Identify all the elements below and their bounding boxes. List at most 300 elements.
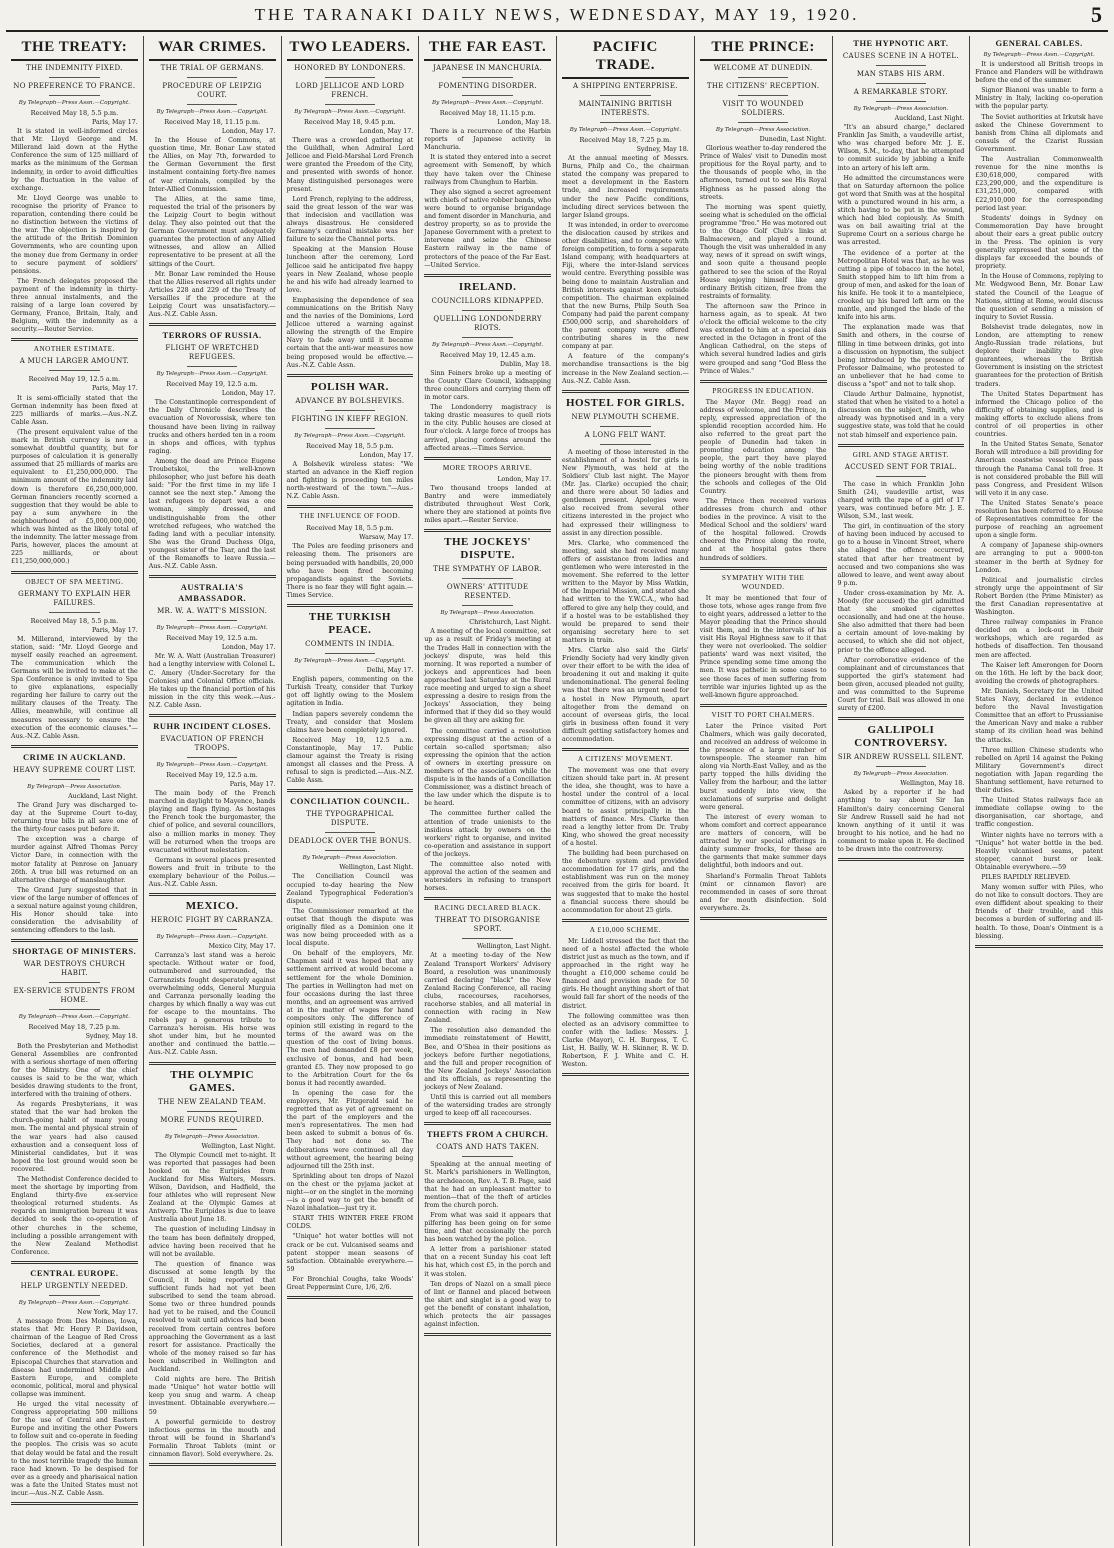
story-paragraph: The Kaiser left Amerongen for Doorn on the 16th. He left by the back door, avoiding the crowds of photographers. <box>975 661 1103 685</box>
story-subheading: QUELLING LONDONDERRY RIOTS. <box>433 314 542 332</box>
story-headline: RUHR INCIDENT CLOSES. <box>153 720 272 731</box>
story-paragraph: The interest of every woman to whom comfort and correct appearance are matters of concern, will be attracted by our special offerings in dainty summer frocks, for these are the garments that make summer days delightful, both indoors and out. <box>699 813 827 870</box>
story-paragraph: The Londonderry magistracy is taking drastic measures to quell riots in the city. Public houses are closed at four o'clock. A large force of troops has arrived, placing cordons around the affected areas.—Times Service. <box>424 404 551 452</box>
story <box>11 578 138 748</box>
divider-rule <box>49 779 100 780</box>
story-subheading: DEADLOCK OVER THE BONUS. <box>288 837 412 846</box>
story-paragraph: The movement was one that every citizen should take part in. At present the idea, she thought, was to have a hostel under the control of a local committee of citizens, with an advisory board to assist principally in the matters of finance. Mrs. Clarke then read a lengthy letter from Dr. Truby King, who showed the great necessity of a hostel. <box>562 767 689 847</box>
story-headline: CENTRAL EUROPE. <box>30 1267 119 1278</box>
story-separator <box>149 575 276 578</box>
story-dateline: Paris, May 17. <box>92 626 138 634</box>
story-byline: By Telegraph—Press Assn.—Copyright. <box>432 341 544 348</box>
story <box>149 1069 276 1467</box>
story-paragraph: Asked by a reporter if he had anything to say about Sir Ian Hamilton's dairy concerning General Sir Andrew Russell said he had not known anything of it until it was brought to his notice, and he had no comment to make upon it. He declined to be drawn into the controversy. <box>837 789 965 854</box>
story-headline: GIRL AND STAGE ARTIST. <box>852 450 949 459</box>
divider-rule <box>49 982 100 983</box>
story-dateline: Sydney, May 18. <box>636 146 689 153</box>
story-subheading: MR. W. A. WATT'S MISSION. <box>157 607 268 616</box>
story-headline: IRELAND. <box>458 280 517 293</box>
story-dateline: Mexico City, May 17. <box>208 943 276 951</box>
story-separator <box>424 274 551 277</box>
story-paragraph: Students' doings in Sydney on Commemoration Day have brought about their ears a great public outcry in the Press. The opinion is very generally expressed that some of the displays far exceeded the bounds of propriety. <box>975 214 1103 271</box>
story-paragraph: "It's an absurd charge," declared Franklin Jas Smith, a vaudeville artist, who was charged before Mr. J. E. Wilson, S.M., to-day, that he attempted to commit suicide by jabbing a knife into an artery of his left arm. <box>837 124 965 172</box>
story <box>424 464 551 533</box>
story-separator <box>287 505 414 508</box>
story-paragraph: Among the dead are Prince Eugene Troubetskoi, the well-known philosopher, who just before his death said: "For the first time in my life I cannot see the next step." Among the last refugees to depart was a one woman, simply dressed, and undistinguishable from the other wretched refugees, who watched the fading land with a peculiar intensity. She was the Grand Duchess Olga, youngest sister of the Tsar, and the last of the Romanoffs to leave Russia.—Aus.-N.Z. Cable Assn. <box>148 457 276 571</box>
story-subheading: PROCEDURE OF LEIPZIG COURT. <box>162 82 262 99</box>
story <box>700 574 827 707</box>
story <box>11 345 138 573</box>
divider-rule <box>49 95 100 96</box>
story-paragraph: Under cross-examination by Mr. A. Moody (for accused) the girl admitted that she smoked cigarettes occasionally, and had one at the house. She also admitted that there had been a certain amount of love-making by accused, to which she did not object, prior to the offence alleged. <box>837 589 965 654</box>
received-time: Received May 19, 12.45 a.m. <box>439 350 536 359</box>
received-time: Received May 18, 5.5 p.m. <box>30 109 119 117</box>
story-headline: CONCILIATION COUNCIL. <box>290 796 410 807</box>
story-paragraph: The Mayor (Mr. Begg) read an address of welcome, and the Prince, in reply, expressed appreciation of the splendid reception accorded him. He also referred to the great part the people of Dunedin had taken in promoting education among the people, the part they have played being worthy of the noble traditions the pioneers brought with them from the schools and colleges of the Old Country. <box>699 398 827 495</box>
page-number: 5 <box>1090 2 1102 27</box>
divider-rule <box>325 832 376 833</box>
story-subheading: HELP URGENTLY NEEDED. <box>20 1281 129 1290</box>
story-subheading: A LONG FELT WANT. <box>584 430 667 439</box>
received-time: Received May 18, 11.15 p.m. <box>439 109 536 117</box>
story-paragraph: The French delegates proposed the payment of the indemnity in thirty-three annual instalments, and the raising of a large loan covered by Germany, France, Britain, Italy, and Belgium, with the indemnity as a security.—Reuter Service. <box>11 277 138 334</box>
story-subheading: THREAT TO DISORGANISE SPORT. <box>434 916 541 934</box>
story-paragraph: The question of including Lindsay in the team has been definitely dropped, advice having been received that he will not be available. <box>148 1226 276 1258</box>
story-paragraph: Claude Arthur Dalmaine, hypnotist, stated that when he visited to a hotel a discussion on the subject, Smith, who already was hypnotised and in a very suggestive state, was told that he could not stab himself and experience pain. <box>837 391 965 439</box>
story-paragraph: Three million Chinese students who rebelled on April 14 against the Peking Military Government's direct negotiation with Japan regarding the Shantung settlement, have returned to their duties. <box>975 746 1103 795</box>
column-1 <box>6 36 144 1546</box>
received-time: Received May 19, 12.5 a.m. <box>166 634 258 643</box>
story-paragraph: The resolution also demanded the immediate reinstatement of Hewitt, Bee, and O'Shea in their positions as jockeys before further negotiations, and the full and proper recognition of the New Zealand Jockeys' Association and its officials, as representing the jockeys of New Zealand. <box>424 1027 551 1091</box>
story-byline: By Telegraph—Press Association. <box>302 855 398 862</box>
story-dateline: London, May 17. <box>359 128 414 135</box>
story-headline: THE TURKISH PEACE. <box>308 611 391 637</box>
divider-rule <box>187 757 238 758</box>
story-paragraph: The committee carried a resolution expressing disgust at the action of a certain so-called sportsman; also expressing the opinion that the action of owners in exerting pressure on members of the association while the dispute is in the hands of a Conciliation Commissioner, was a distinct breach of the law under which the dispute is to be heard. <box>424 727 551 808</box>
story-paragraph: There was a crowded gathering at the Guildhall, when Admiral Lord Jellicoe and Field-Marshal Lord French were granted the Freedom of the City, and presented with swords of honor. Many distinguished personages were present. <box>286 137 414 193</box>
story-headline: ANOTHER ESTIMATE. <box>33 345 115 354</box>
story-separator <box>424 1333 551 1336</box>
story-subheading: VISIT TO WOUNDED SOLDIERS. <box>722 100 804 117</box>
story-separator <box>11 745 138 748</box>
story-headline: PROGRESS IN EDUCATION. <box>712 386 814 395</box>
story-separator <box>424 1122 551 1125</box>
story-subheading: FLIGHT OF WRETCHED REFUGEES. <box>165 344 259 362</box>
divider-rule <box>738 77 789 78</box>
received-time: Received May 18, 7.25 p.m. <box>28 1023 121 1032</box>
story-dateline: London, May 17. <box>221 390 276 398</box>
divider-rule <box>876 766 927 767</box>
story <box>149 900 276 1064</box>
story-paragraph: A Bolshevik wireless states: "We started an advance in the Kieff region and fighting is proceeding ten miles north-westward of the town."—Aus.-N.Z. Cable Assn. <box>286 460 414 501</box>
story-paragraph: Winter nights have no terrors with a "Unique" hot water bottle in the bed. Heavily vulcanised seams, patent stopper, cannot burst or leak. Obtainable everywhere.—59 <box>975 831 1103 871</box>
story-separator <box>975 945 1103 948</box>
divider-rule <box>462 95 513 96</box>
story-paragraph: The Grand Jury suggested that in view of the large number of offences of a sexual nature against young children, His Honor should take into consideration the advisability of sentencing offenders to the lash. <box>11 886 138 935</box>
story-headline: GENERAL CABLES. <box>995 38 1083 48</box>
divider-rule <box>600 444 651 445</box>
story-subheading: COMMENTS IN INDIA. <box>305 640 395 649</box>
story-paragraph: A meeting of those interested in the establishment of a hostel for girls in New Plymouth, was held at the Soldiers' Club last night. The Mayor (Mr. Jas. Clarke) occupied the chair, and there were about 50 ladies and gentlemen present. Apologies were also received from several other citizens interested in the project who had expressed their willingness to assist in any direction possible. <box>562 448 689 537</box>
story-dateline: London, May 17. <box>359 451 414 459</box>
story-headline: THE FAR EAST. <box>424 38 551 61</box>
story-byline: By Telegraph—Press Assn.—Copyright. <box>294 109 406 115</box>
story-separator <box>562 390 689 393</box>
story-paragraph: A feature of the company's merchandise transactions is the big increase in the New Zealand section.—Aus.-N.Z. Cable Assn. <box>562 353 689 385</box>
story <box>287 512 414 607</box>
story <box>287 796 414 1299</box>
story-headline: A CITIZENS' MOVEMENT. <box>577 755 673 764</box>
columns-container <box>6 36 1108 1546</box>
story-dateline: Sydney, May 18. <box>85 1033 138 1041</box>
story <box>149 721 276 896</box>
story-separator <box>149 714 276 717</box>
story-subheading: CAUSES SCENE IN A HOTEL. <box>842 52 959 60</box>
story <box>424 281 551 460</box>
story <box>838 724 965 861</box>
story-byline: By Telegraph—Press Association. <box>715 127 811 133</box>
story-subheading: OWNERS' ATTITUDE RESENTED. <box>446 583 529 601</box>
divider-rule <box>462 1156 513 1157</box>
story-paragraph: Carranza's last stand was a heroic spectacle. Without water or food, outnumbered and surrounded, the Carranzists fought desperately against overwhelming odds, General Murguia and Carranza personally leading the charges by which finally a way was cut for escape to the mountains. The rebels pay a generous tribute to Carranza's heroism. His horse was shot under him, but he mounted another and continued the battle.—Aus.-N.Z. Cable Assn. <box>148 952 276 1057</box>
story-paragraph: The Conciliation Council was occupied to-day hearing the New Zealand Typographical Federation's dispute. <box>286 873 414 905</box>
divider-rule <box>325 653 376 654</box>
column-6 <box>695 36 833 1546</box>
story-byline: By Telegraph—Press Assn.—Copyright. <box>18 1299 130 1306</box>
story-dateline: London, May 17. <box>497 475 551 483</box>
story-subheading: THE INDEMNITY FIXED. <box>26 64 123 72</box>
received-time: Received May 19, 12.5 a.m. <box>166 770 258 779</box>
story-paragraph: From what was said it appears that pilfering has been going on for some time, and that occasionally the porch has been watched by the police. <box>424 1211 551 1244</box>
story-paragraph: Sharland's Formalin Throat Tablets (mint or cinnamon flavor) are recommended in cases of sore throat and for mouth disinfection. Sold everywhere. 2s. <box>699 872 827 912</box>
story-paragraph: Sinn Feiners broke up a meeting of the County Clare Council, kidnapping three councillors and carrying them off in motor cars. <box>424 369 551 402</box>
story-dateline: Christchurch, Last Night. <box>469 619 551 627</box>
story-dateline: Paris, May 17. <box>92 385 138 393</box>
story-paragraph: The committee further called the attention of trade unionists to the insidious attack by owners on the workers' right to organise, and invited co-operation and assistance in support of the jockeys. <box>424 810 551 858</box>
story-dateline: London, May 18. <box>497 119 551 126</box>
story-subheading: HONORED BY LONDONERS. <box>294 64 406 72</box>
story-paragraph: Speaking at the Mansion House luncheon after the ceremony, Lord Jellicoe said he anticipated five happy years in New Zealand, whose people he and his wife had already learned to love. <box>286 246 414 294</box>
story-paragraph: Cold nights are here. The British made "Unique" hot water bottle will keep you snug and warm. A cheap investment. Obtainable everywhere.—59 <box>148 1376 276 1416</box>
column-7 <box>833 36 971 1546</box>
story-subheading: A MUCH LARGER AMOUNT. <box>19 357 130 366</box>
story <box>700 711 827 920</box>
story-paragraph: Many women suffer with Piles, who do not like to consult doctors. They are even diffident about speaking to their friends of their trouble, and this becomes a burden of suffering and ill-health. To those, Doan's Ointment is a blessing. <box>975 884 1103 940</box>
story-byline: By Telegraph—Press Assn.—Copyright. <box>156 934 268 941</box>
story-separator <box>562 748 689 751</box>
story-paragraph: In the United States Senate, Senator Borah will introduce a bill providing for American coastwise vessels to pass through the Panama Canal toll free. It is not considered probable the Bill will pass Congress, and President Wilson will veto it in any case. <box>975 441 1103 497</box>
story-byline: By Telegraph—Press Assn.—Copyright. <box>156 371 268 378</box>
divider-rule <box>49 77 100 78</box>
story-paragraph: The Allies, at the same time, requested the trial of the prisoners by the Leipzig Court to begin without delay. They also pointed out that the German Government must adequately guarantee the protection of any Allied witnesses, and allow an Allied representative to be present at all the sittings of the Court. <box>148 195 276 268</box>
divider-rule <box>462 77 513 78</box>
story-separator <box>562 919 689 922</box>
story-paragraph: Indian papers severely condemn the Treaty, and consider that Moslem claims have been completely ignored. <box>286 710 414 734</box>
story-headline: PACIFIC TRADE. <box>562 38 689 79</box>
story-paragraph: The Commissioner remarked at the outset that though the dispute was originally filed as a Dominion one it was now being proceeded with as a local dispute. <box>286 907 414 948</box>
story-paragraph: For Bronchial Coughs, take Woods' Great Peppermint Cure, 1/6, 2/6. <box>286 1275 414 1292</box>
story-paragraph: Emphasising the dependence of sea communications on the British Navy and the navies of the Dominions, Lord Jellicoe uttered a warning against allowing the strength of the Empire Navy to fade away until it became certain that the anti-war measures now being proposed would be effective.—Aus.-N.Z. Cable Assn. <box>286 296 414 369</box>
divider-rule <box>738 122 789 123</box>
story-paragraph: It is stated in well-informed circles that Mr. Lloyd George and M. Millerand laid down at the Hythe Conference the sum of 125 milliard of marks as the minimum of the German indemnity, in order to avoid difficulties by the fluctuation in the value of exchange. <box>11 128 138 192</box>
story-subheading: FOMENTING DISORDER. <box>438 82 537 90</box>
story-headline: THE OLYMPIC GAMES. <box>170 1068 254 1094</box>
story-headline: CRIME IN AUCKLAND. <box>23 751 126 762</box>
divider-rule <box>600 426 651 427</box>
divider-rule <box>462 605 513 606</box>
story-paragraph: In the House of Commons, replying to Mr. Wedgwood Benn, Mr. Bonar Law stated the Council of the League of Nations, sitting at Rome, would discuss the question of sending a mission of inquiry to Soviet Russia. <box>975 273 1103 321</box>
story-paragraph: Three railway companies in France decided on a lock-out in their workshops, which are regarded as hotbeds of disaffection. Ten thousand men are affected. <box>975 619 1103 659</box>
story-separator <box>700 567 827 570</box>
story <box>562 926 689 1077</box>
story-paragraph: Sprinkling about ten drops of Nazol on the chest or the pyjama jacket at night—or on the singlet in the morning —is a good way to get the benefit of Nazol inhalation—just try it. <box>286 1172 414 1213</box>
received-time: Received May 18, 9.45 p.m. <box>304 118 396 126</box>
divider-rule <box>49 612 100 613</box>
divider-rule <box>187 1129 238 1130</box>
story-separator <box>700 917 827 920</box>
story-paragraph: A company of Japanese ship-owners are arranging to put a 9000-ton steamer in the berth at Sydney for London. <box>975 542 1103 574</box>
story-paragraph: Mr. Bonar Law reminded the House that the Allies reserved all rights under Articles 228 and 229 of the Treaty of Versailles if the procedure at the Leipzig Court was unsatisfactory.—Aus.-N.Z. Cable Assn. <box>148 270 276 319</box>
story-paragraph: Bolshevist trade delegates, now in London, are attempting to renew Anglo-Russian trade relations, but deplore their inability to give guarantees, whereas the British Government is insisting on the strictest guarantees for the protection of British traders. <box>975 323 1103 388</box>
received-time: Received May 18, 11.15 p.m. <box>164 118 261 126</box>
story-headline: RACING DECLARED BLACK. <box>434 904 541 913</box>
story-paragraph: It is stated they entered into a secret agreement with Semenoff, by which they have taken over the Chinese railways from Chunghun to Harbin. <box>424 154 551 186</box>
story-paragraph: The main body of the French marched in daylight to Mayence, bands playing and flags flying. As hostages the French took the burgomaster, the chief of police, and several councillors, also a million marks in money. They will be returned when the troops are evacuated without molestation. <box>148 790 276 854</box>
story-separator <box>11 338 138 341</box>
story-dateline: New York, May 17. <box>77 1308 138 1316</box>
story-paragraph: It is semi-officially stated that the German indemnity has been fixed at 225 milliards of marks.—Aus.-N.Z. Cable Assn. <box>11 394 138 426</box>
story <box>424 536 551 900</box>
story-paragraph: The morning was spent quietly, seeing what is scheduled on the official programme "free." He was motored out to the Otago Golf Club's links at Balmacewen, and played a round. Though the visit was unheralded in any way, news of it spread on swift wings, and soon quite a thousand people gathered to see the scion of the Royal House enjoying himself like any ordinary British citizen, free from the restraints of formality. <box>699 203 827 300</box>
divider-rule <box>876 476 927 477</box>
story <box>424 1129 551 1336</box>
story <box>700 38 827 383</box>
story-paragraph: The United States Department has informed the Chicago police of the difficulty of obtaining supplies, and is making efforts to exclude aliens from control of oil properties in other countries. <box>975 390 1103 439</box>
divider-rule <box>49 370 100 371</box>
story-subheading: ACCUSED SENT FOR TRIAL. <box>844 462 957 471</box>
divider-rule <box>738 95 789 96</box>
story-byline: By Telegraph—Press Association. <box>27 783 122 790</box>
story-paragraph: The Constantinople correspondent of the Daily Chronicle describes the evacuation of Novorossisk, where ten thousand have been living in railway trucks and others herded ten in a room in shops and offices, with typhus raging. <box>148 399 276 455</box>
divider-rule <box>462 337 513 338</box>
story-separator <box>11 939 138 942</box>
story-separator <box>287 789 414 792</box>
received-time: Received May 19, 12.5 a.m. <box>28 375 121 384</box>
story-paragraph: Mr. W. A. Watt (Australian Treasurer) had a lengthy interview with Colonel L. C. Amery (Under-Secretary for the Colonies) and Colonial Office officials. He takes up the financial portion of his mission in the city this week.—Aus.-N.Z. Cable Assn. <box>148 653 276 709</box>
divider-rule <box>325 850 376 851</box>
story-paragraph: Both the Presbyterian and Methodist General Assemblies are confronted with a serious shortage of men offering for the Ministry. One of the chief causes is said to be the war, which besides drawing students to the front, interfered with the training of others. <box>11 1042 138 1099</box>
story-paragraph: As regards Presbyterians, it was stated that the war had broken the church-going habit of many young men. The mental and physical strain of the war years had also caused exhaustion and a consequent loss of Ministerial candidates, but it was hoped the lost ground would soon be recovered. <box>11 1101 138 1173</box>
story-paragraph: Signor Bianoni was unable to form a Ministry in Italy, lacking co-operation with the popular party. <box>975 87 1103 111</box>
story-separator <box>838 444 965 447</box>
story-headline: THE HYPNOTIC ART. <box>853 38 949 48</box>
divider-rule <box>187 104 238 105</box>
story-headline: THE JOCKEYS' DISPUTE. <box>444 536 532 562</box>
story-paragraph: Ten drops of Nazol on a small piece of lint or flannel and placed between the shirt and singlet is a good way to get the benefit of constant inhalation, which protects the air passages against infection. <box>424 1280 551 1329</box>
story-paragraph: At the annual meeting of Messrs. Burns, Philp and Co., the chairman stated the company was prepared to meet a development in the Eastern trade, and increased requirements under the new Pacific conditions, including direct services between the larger Island groups. <box>562 155 689 219</box>
story-separator <box>287 374 414 377</box>
story-paragraph: START THIS WINTER FREE FROM COLDS. <box>286 1215 414 1231</box>
story-headline: POLISH WAR. <box>310 380 389 393</box>
story-subheading: COUNCILLORS KIDNAPPED. <box>431 296 544 305</box>
story-headline: THE INFLUENCE OF FOOD. <box>299 512 401 521</box>
column-4 <box>419 36 557 1546</box>
story-separator <box>700 380 827 383</box>
divider-rule <box>876 83 927 84</box>
divider-rule <box>187 1111 238 1112</box>
masthead-title: THE TARANAKI DAILY NEWS, WEDNESDAY, MAY 19, 1920. <box>254 5 860 24</box>
story-paragraph: The Prince then received various addresses from church and other bodies in the province. A visit to the Medical School and the soldiers' ward of the hospital followed. Crowds cheered the Prince along the route, and at the hospital gates there hundreds of soldiers. <box>699 497 827 562</box>
story-separator <box>424 897 551 900</box>
story-paragraph: Lord French, replying to the address, said the great lesson of the war was that indecision and vacillation was always disastrous. He considered Germany's cardinal mistake was her failure to seize the Channel ports. <box>286 195 414 244</box>
story-headline: HOSTEL FOR GIRLS. <box>565 396 685 409</box>
story-paragraph: PILES RAPIDLY RELIEVED. <box>981 874 1071 881</box>
story-paragraph: It may be mentioned that four of those tots, whose ages range from five to eight years, addressed a letter to the Mayor pleading that the Prince should visit them, and in the intervals of his visit His Royal Highness saw to it that they were not overlooked. The soldier patients' ward was next visited, the Prince spending some time among the men. It was pathetic in some cases to see those faces of men suffering from terrible war injuries lighted up as the well-known figure approached. <box>699 594 827 699</box>
story-paragraph: The United States Senate's peace resolution has been referred to a House of Representatives committee for the purpose of reaching an agreement upon a single form. <box>975 499 1104 540</box>
column-8 <box>970 36 1108 1546</box>
story-paragraph: The Olympic Council met to-night. It was reported that passages had been booked on the Euripides from Auckland for Miss Walters, Messrs. Wilson, Davidson, and Hadfield, the four athletes who will represent New Zealand at the Olympic Games at Antwerp. The Euripides is due to leave Australia about June 18. <box>148 1151 276 1224</box>
story-subheading: MAN STABS HIS ARM. <box>856 70 945 78</box>
divider-rule <box>600 122 651 123</box>
story-paragraph: He admitted the circumstances were that on Saturday afternoon the police got word that Smith was at the hospital with a punctured wound in his arm, a stitch having to be put in the wound, which had bled copiously. As Smith was on bail awaiting trial at the Supreme Court on a serious charge he was arrested. <box>837 174 965 247</box>
story <box>11 1268 138 1505</box>
story-subheading: SIR ANDREW RUSSELL SILENT. <box>837 753 964 762</box>
story <box>424 38 551 277</box>
story-dateline: London, May 17. <box>221 128 276 135</box>
story-paragraph: The United States railways face an immediate collapse owing to the disorganisation, car shortage, and traffic congestion. <box>975 797 1103 829</box>
story-paragraph: A letter from a parishioner stated that on a recent Sunday his coat left his hat, which cost £5, in the porch and it was stolen. <box>424 1246 551 1278</box>
story-headline: THE TREATY: <box>11 38 138 61</box>
story-subheading: EX-SERVICE STUDENTS FROM HOME. <box>13 987 136 1005</box>
story <box>149 330 276 578</box>
story-paragraph: Speaking at the annual meeting of St. Mark's parishioners in Wellington, the archdeacon, Rev. A. T. B. Page, said that he had an unpleasant matter to mention—that of the theft of articles from the church porch. <box>424 1161 551 1209</box>
story-paragraph: Mrs. Clarke also said the Girls' Friendly Society had very kindly given over their effort to be with the idea of broadening it out and making it quite undenominational. The general feeling was that there was an urgent need for a hostel in New Plymouth, apart altogether from the demand on account of overseas girls, the local girls in business often found it very difficult getting satisfactory homes and accommodation. <box>562 646 689 743</box>
story-subheading: THE TYPOGRAPHICAL DISPUTE. <box>306 810 394 828</box>
story-paragraph: Germans in several places presented flowers and fruit in tribute to the exemplary behaviour of the Poilus.—Aus.-N.Z. Cable Assn. <box>148 856 276 889</box>
story-headline: VISIT TO PORT CHALMERS. <box>711 710 815 719</box>
story-subheading: LORD JELLICOE AND LORD FRENCH. <box>295 82 405 99</box>
story-subheading: EVACUATION OF FRENCH TROOPS. <box>160 734 264 752</box>
story-separator <box>424 457 551 460</box>
story-headline: WAR CRIMES. <box>149 38 276 61</box>
story-byline: By Telegraph—Press Association. <box>164 1133 260 1140</box>
story-dateline: Paris, May 17. <box>92 119 138 126</box>
story-subheading: FIGHTING IN KIEFF REGION. <box>291 414 409 423</box>
story-paragraph: The Soviet authorities at Irkutsk have asked the Chinese Government to banish from China all diplomats and consuls of the Czarist Russian Government. <box>975 113 1103 153</box>
story-separator <box>149 323 276 326</box>
story-subheading: COATS AND HATS TAKEN. <box>436 1143 540 1152</box>
story-subheading: GERMANY TO EXPLAIN HER FAILURES. <box>18 589 131 607</box>
story-headline: OBJECT OF SPA MEETING. <box>25 577 124 586</box>
story-paragraph: English papers, commenting on the Turkish Treaty, consider that Turkey got off lightly owing to the Moslem agitation in India. <box>286 676 414 708</box>
story <box>562 38 689 393</box>
divider-rule <box>462 938 513 939</box>
divider-rule <box>600 95 651 96</box>
story-paragraph: The evidence of a porter at the Metropolitan Hotel was that, as he was cutting a pipe of tobacco in the hotel, Smith stopped him to lift him from a group of men, and asked for the loan of his knife. He took it to a mantelpiece, crooked up his bared left arm on the mantle, and plunged the blade of the knife into his arm. <box>837 249 965 322</box>
story-paragraph: "Unique" hot water bottles will not crack or be cut. Vulcanised seams and patent stopper mean seasons of satisfaction. Obtainable everywhere.—59 <box>286 1233 414 1273</box>
story-separator <box>562 1073 689 1076</box>
story-dateline: Delhi, May 17. <box>366 667 414 675</box>
story-paragraph: It was intended, in order to overcome the dislocation caused by strikes and other disabilities, and to compete with foreign competition, to form a separate Island company, with headquarters at Fiji, where the inter-Island services would centre. Everything possible was being done to maintain Australian and British interests against keen outside competition. The chairman explained that the new Burns, Philp South Sea Company had paid the parent company £500,000 scrip, and shareholders of the parent company were offered contributing shares in the new company at par. <box>562 221 689 351</box>
story-byline: By Telegraph—Press Assn.—Copyright. <box>18 100 130 106</box>
story-separator <box>11 1261 138 1264</box>
story-headline: GALLIPOLI CONTROVERSY. <box>854 724 948 750</box>
story-paragraph: A meeting of the local committee, set up as a result of Friday's meeting at the Trades Hall in connection with the jockeys' dispute, was held this morning. It was reported a number of jockeys and apprentices had been approached last Saturday at the Rural race meeting and urged to sign a sheet expressing a desire to resign from the Jockeys' Association, they being informed that if they did so they would be given all they are asking for. <box>424 628 551 725</box>
story-byline: By Telegraph—Press Assn.—Copyright. <box>18 1014 130 1021</box>
story-subheading: A REMARKABLE STORY. <box>853 88 948 96</box>
story <box>287 611 414 792</box>
story-byline: By Telegraph—Press Assn.—Copyright. <box>156 761 268 768</box>
divider-rule <box>325 428 376 429</box>
story-headline: SHORTAGE OF MINISTERS. <box>12 946 137 957</box>
story-subheading: JAPANESE IN MANCHURIA. <box>433 64 543 72</box>
story-dateline: Dublin, May 18. <box>500 360 551 368</box>
divider-rule <box>49 1295 100 1296</box>
column-2 <box>144 36 282 1546</box>
story-paragraph: The following committee was then elected as an advisory committee to confer with the ladies: Messrs. J. Clarke (Mayor), C. H. Burgess, T. C. List, H. Bailly, W. H. Skinner, R. W. D. Robertson, F. J. White and C. H. Weston. <box>562 1012 689 1069</box>
story <box>11 946 138 1264</box>
divider-rule <box>187 366 238 367</box>
story-paragraph: Glorious weather to-day rendered the Prince of Wales' visit to Dunedin most propitious for the Royal party, and to the thousands of people who, in the afternoon, turned out to see His Royal Highness as he passed along the streets. <box>699 145 827 201</box>
story-paragraph: Later the Prince visited Port Chalmers, which was gaily decorated, and received an address of welcome in the presence of a large number of townspeople. The steamer ran him along via North-East Valley, and as the party topped the hills dividing the Valley from the harbour, and the latter burst suddenly into view, the exclamations of surprise and delight were general. <box>699 722 827 811</box>
received-time: Received May 18, 7.25 p.m. <box>579 136 672 144</box>
story-paragraph: The building had been purchased on the debenture system and provided accommodation for 17 girls, and the establishment was run on the money received from the girls for board. It was suggested that to make the hostel a financial success there should be accommodation for about 25 girls. <box>562 850 689 914</box>
story-dateline: Wellington, May 18. <box>900 780 965 788</box>
story-subheading: HEAVY SUPREME COURT LIST. <box>13 765 136 774</box>
story-paragraph: The committee also noted with approval the action of the seamen and watersiders in refusing to transport horses. <box>424 861 551 893</box>
column-5 <box>557 36 695 1546</box>
story-paragraph: They also signed a secret agreement with chiefs of native robber bands, who were bound to organise brigandage and foment disorder in Manchuria, and destroy property, so as to provide the Japanese Government with a pretext to intervene and seize the Chinese Eastern railway in the name of protectors of the peace of the Far East.—United Service. <box>424 188 551 269</box>
masthead <box>6 0 1108 32</box>
story-byline: By Telegraph—Press Assn.—Copyright. <box>983 52 1095 58</box>
story-separator <box>11 1502 138 1505</box>
story-paragraph: The exception was a charge of murder against Alfred Thomas Percy Victor Dare, in connection with the motor fatality at Penrose on January 26th. A true bill was returned on an alternative charge of manslaughter. <box>11 836 138 884</box>
story-subheading: MAINTAINING BRITISH INTERESTS. <box>578 100 672 117</box>
story <box>287 38 414 377</box>
story-separator <box>149 1062 276 1065</box>
story <box>287 381 414 509</box>
story-separator <box>838 858 965 861</box>
story-byline: By Telegraph—Press Association. <box>440 610 535 617</box>
story-headline: TERRORS OF RUSSIA. <box>162 330 262 341</box>
story-dateline: Auckland, Last Night. <box>894 115 965 122</box>
story-separator <box>838 717 965 720</box>
received-time: Received May 19, 12.5 a.m. <box>166 380 258 389</box>
divider-rule <box>325 77 376 78</box>
story <box>149 38 276 326</box>
story-byline: By Telegraph—Press Assn.—Copyright. <box>156 625 268 632</box>
story-paragraph: The Poles are feeding prisoners and releasing them. The prisoners are being persuaded with handbills, 20,000 who have been fired becoming propagandists against the Soviets. There is no fear they will fight again.—Times Service. <box>286 543 414 599</box>
divider-rule <box>462 578 513 579</box>
story-paragraph: The Methodist Conference decided to meet the shortage by importing from England thirty-five ex-service theological returned students. As regards an immigration bureau it was decided to seek the co-operation of other churches in the scheme, including a possible arrangement with the New Zealand Methodist Conference. <box>11 1176 138 1256</box>
story-separator <box>149 893 276 896</box>
story-paragraph: The case in which Franklin John Smith (24), vaudeville artist, was charged with the rape of a girl of 17 years, was continued before Mr. J. E. Wilson, S.M., last week. <box>837 480 965 521</box>
story <box>11 38 138 341</box>
story <box>11 752 138 943</box>
story <box>424 904 551 1125</box>
story-headline: A £10,000 SCHEME. <box>589 925 661 934</box>
story-paragraph: Received May 19, 12.5 a.m. Constantinople, May 17. Public clamour against the Treaty is rising amongst all classes and the Press. A refusal to sign is predicted.—Aus.-N.Z. Cable Assn. <box>286 736 414 785</box>
story-paragraph: At a meeting to-day of the New Zealand Transport Workers' Advisory Board, a resolution was unanimously carried declaring "black" the New Zealand Racing Conference, all racing clubs, racecourses, racehorses, racehorse stables, and all material in connection with racing in New Zealand. <box>424 952 551 1025</box>
story <box>838 38 965 447</box>
story-subheading: WELCOME AT DUNEDIN. <box>713 64 813 72</box>
received-time: Received May 18, 5.5 p.m. <box>306 524 394 533</box>
story-headline: THEFTS FROM A CHURCH. <box>426 1129 549 1140</box>
story-headline: MEXICO. <box>185 900 239 913</box>
divider-rule <box>187 620 238 621</box>
story-subheading: NEW PLYMOUTH SCHEME. <box>571 412 680 421</box>
story-byline: By Telegraph—Press Assn.—Copyright. <box>156 109 268 115</box>
